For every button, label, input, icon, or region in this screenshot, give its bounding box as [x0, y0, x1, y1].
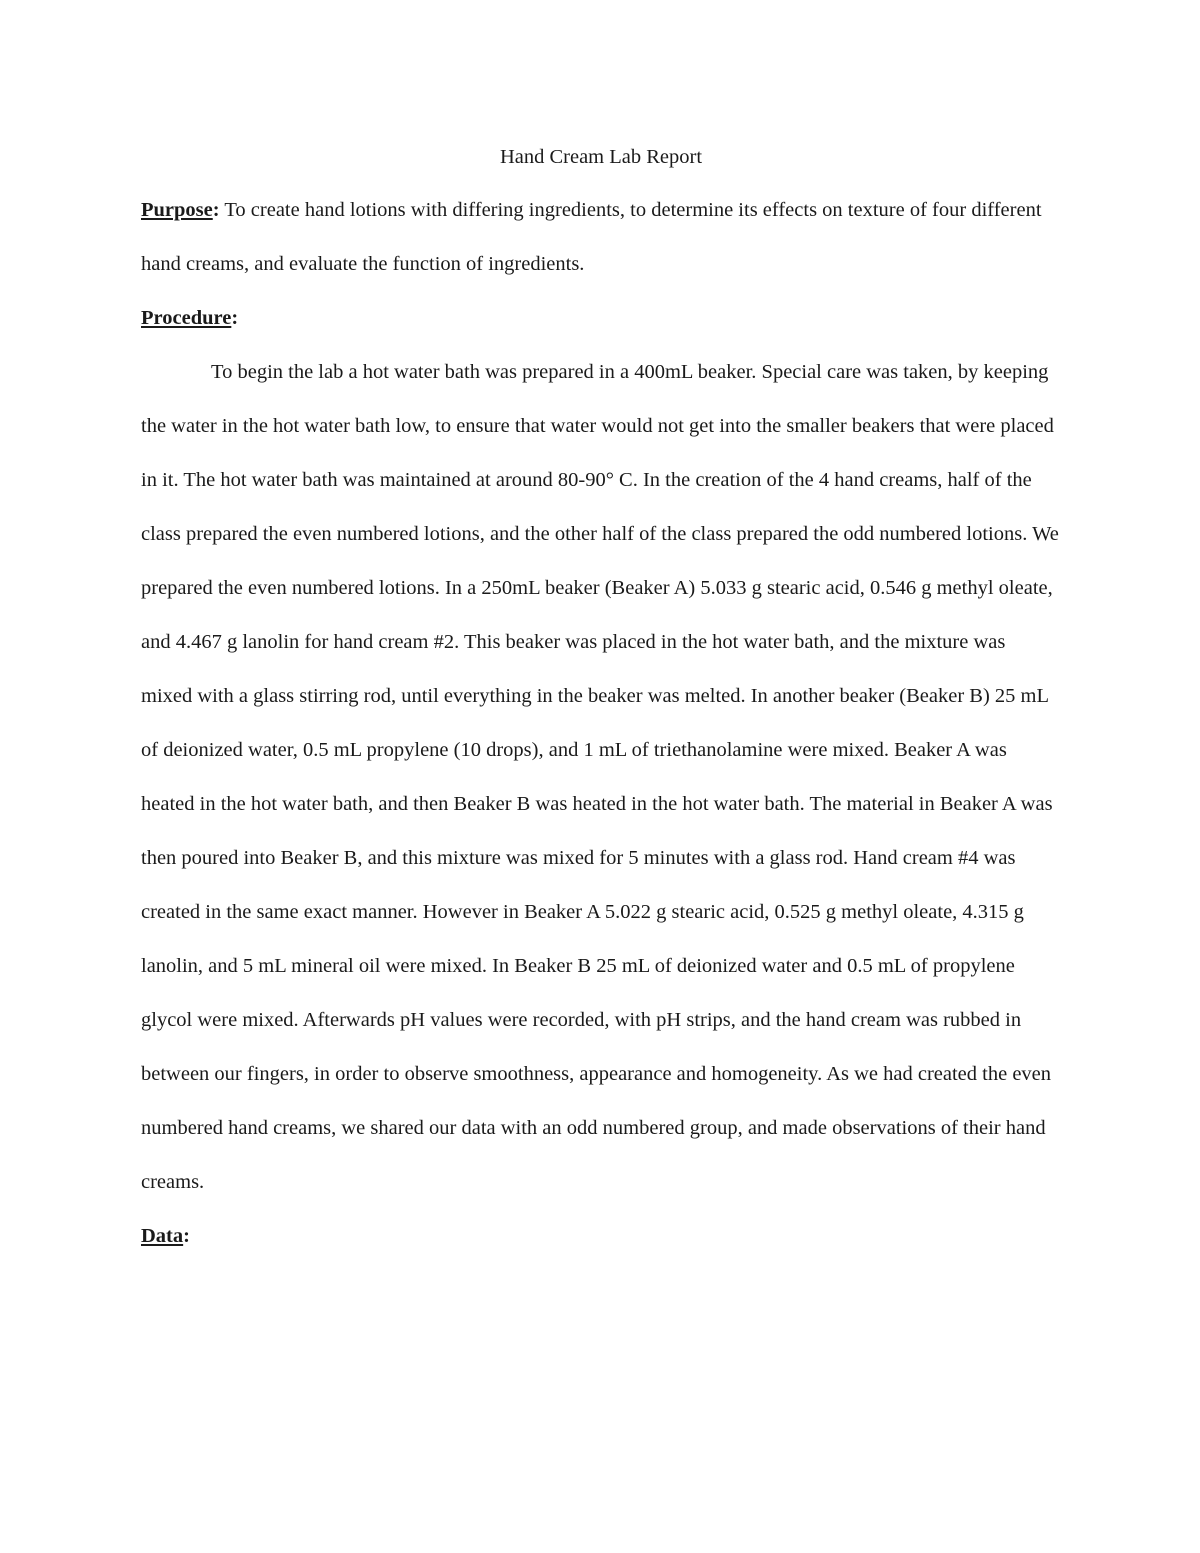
- procedure-heading: Procedure: [141, 307, 232, 329]
- document-body: [141, 140, 1061, 1263]
- procedure-heading-line: [141, 291, 1061, 345]
- document-title: Hand Cream Lab Report: [499, 146, 703, 168]
- data-heading: Data: [141, 1225, 184, 1247]
- procedure-colon: :: [231, 307, 239, 329]
- procedure-text: To begin the lab a hot water bath was prepared in a 400mL beaker. Special care was taken, by keeping the water in the hot water bath low, to ensure that water would not get into the smaller beakers that were placed in it. The hot water bath was maintained at around 80-90° C. In the creation of the 4 hand creams, half of the class prepared the even numbered lotions, and the other half of the class prepared the odd numbered lotions. We prepared the even numbered lotions. In a 250mL beaker (Beaker A) 5.033 g stearic acid, 0.546 g methyl oleate, and 4.467 g lanolin for hand cream #2. This beaker was placed in the hot water bath, and the mixture was mixed with a glass stirring rod, until everything in the beaker was melted. In another beaker (Beaker B) 25 mL of deionized water, 0.5 mL propylene (10 drops), and 1 mL of triethanolamine were mixed. Beaker A was heated in the hot water bath, and then Beaker B was heated in the hot water bath. The material in Beaker A was then poured into Beaker B, and this mixture was mixed for 5 minutes with a glass rod. Hand cream #4 was created in the same exact manner. However in Beaker A 5.022 g stearic acid, 0.525 g methyl oleate, 4.315 g lanolin, and 5 mL mineral oil were mixed. In Beaker B 25 mL of deionized water and 0.5 mL of propylene glycol were mixed. Afterwards pH values were recorded, with pH strips, and the hand cream was rubbed in between our fingers, in order to observe smoothness, appearance and homogeneity. As we had created the even numbered hand creams, we shared our data with an odd numbered group, and made observations of their hand creams.: [141, 361, 1059, 1193]
- purpose-colon: :: [212, 199, 220, 221]
- purpose-heading: Purpose: [141, 199, 213, 221]
- data-heading-line: [141, 1209, 1061, 1263]
- data-colon: :: [183, 1225, 190, 1247]
- purpose-text: To create hand lotions with differing ingredients, to determine its effects on texture of four different hand creams, and evaluate the function of ingredients.: [141, 199, 1042, 275]
- purpose-section: [141, 183, 1061, 291]
